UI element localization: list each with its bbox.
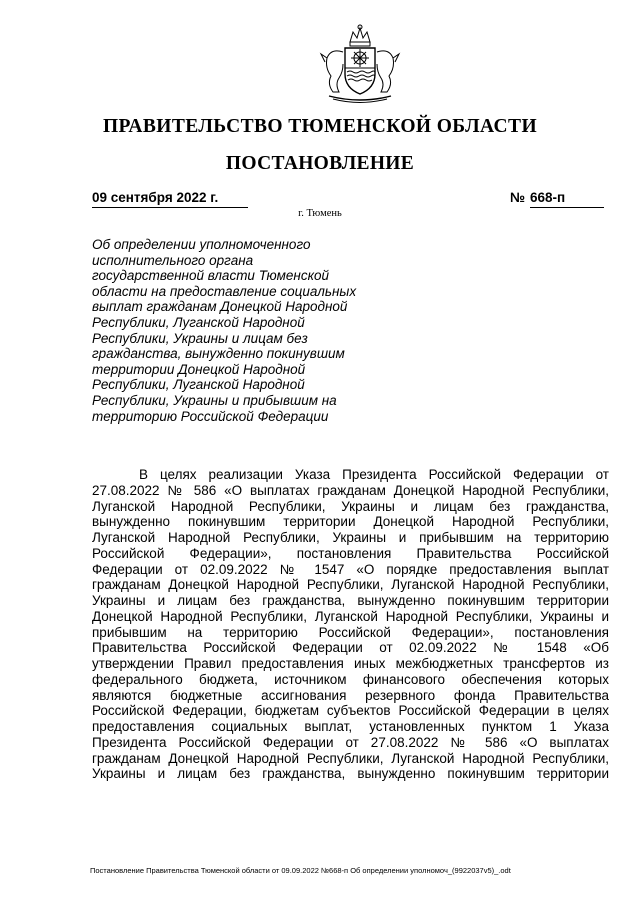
subject-line: территории Донецкой Народной <box>92 361 306 377</box>
body-line: Российской Федерации», постановления Правительства Российской <box>92 545 609 561</box>
body-line: Российской Федерации, бюджетам субъектов Российской Федерации в целях <box>92 703 609 719</box>
subject-line: Об определении уполномоченного <box>92 237 311 252</box>
body-line: Луганской Народной Республики, Украины и прибывшим на территорию <box>92 530 609 545</box>
body-line: прибывшим на территорию Российской Федерации», постановления <box>92 624 609 640</box>
document-type: ПОСТАНОВЛЕНИЕ <box>225 153 415 174</box>
subject-line: Республики, Луганской Народной <box>92 314 305 330</box>
coat-of-arms-icon <box>317 22 403 104</box>
subject-line: Республики, Украины и прибывшим на <box>92 392 337 408</box>
document-date: 09 сентября 2022 г. <box>92 190 248 208</box>
subject-line: исполнительного органа <box>92 252 254 268</box>
document-number <box>530 190 604 208</box>
subject-line: гражданства, вынужденно покинувшим <box>92 346 345 362</box>
body-line: В целях реализации Указа Президента Российской Федерации от <box>139 467 609 482</box>
subject-line: государственной власти Тюменской <box>92 268 329 284</box>
body-line: Украины и лицам без гражданства, вынужденно покинувшим территории <box>92 766 609 782</box>
body-line: являются бюджетные ассигнования резервного фонда Правительства <box>92 687 609 703</box>
body-line: Федерации от 02.09.2022 № 1547 «О порядке предоставления выплат <box>92 561 609 577</box>
organization-title: ПРАВИТЕЛЬСТВО ТЮМЕНСКОЙ ОБЛАСТИ <box>102 116 538 137</box>
body-line: Правительства Российской Федерации от 02.09.2022 № 1548 «Об <box>92 640 609 656</box>
body-line: Украины и лицам без гражданства, вынужденно покинувшим территории <box>92 593 609 608</box>
subject-line: Республики, Украины и лицам без <box>92 330 308 346</box>
body-line: предоставления социальных выплат, установленных пунктом 1 Указа <box>92 719 609 734</box>
document-subject <box>92 237 392 424</box>
subject-line: территорию Российской Федерации <box>92 408 329 424</box>
subject-line: области на предоставление социальных <box>92 283 357 299</box>
city-name: г. Тюмень <box>298 208 342 219</box>
body-line: 27.08.2022 № 586 «О выплатах гражданам Донецкой Народной Республики, <box>92 482 609 498</box>
body-line: вынужденно покинувшим территории Донецкой Народной Республики, <box>92 514 609 530</box>
document-footer: Постановление Правительства Тюменской области от 09.09.2022 №668-п Об определении уполномоч_(9922037v5)_.odt <box>90 866 511 875</box>
subject-line: выплат гражданам Донецкой Народной <box>92 299 348 315</box>
subject-line: Республики, Луганской Народной <box>92 377 305 393</box>
body-line: федерального бюджета, источником финансового обеспечения которых <box>92 671 609 687</box>
body-line: гражданам Донецкой Народной Республики, Луганской Народной Республики, <box>92 750 609 766</box>
document-body <box>92 467 609 782</box>
document-number-value: 668-п <box>530 190 566 205</box>
body-line: Донецкой Народной Республики, Луганской Народной Республики, Украины и <box>92 608 609 624</box>
body-line: Президента Российской Федерации от 27.08.2022 № 586 «О выплатах <box>92 734 609 750</box>
body-line: утверждении Правил предоставления иных межбюджетных трансфертов из <box>92 656 609 671</box>
body-line: гражданам Донецкой Народной Республики, Луганской Народной Республики, <box>92 577 609 593</box>
number-sign: № <box>510 190 526 205</box>
body-line: Луганской Народной Республики, Украины и лицам без гражданства, <box>92 498 609 514</box>
